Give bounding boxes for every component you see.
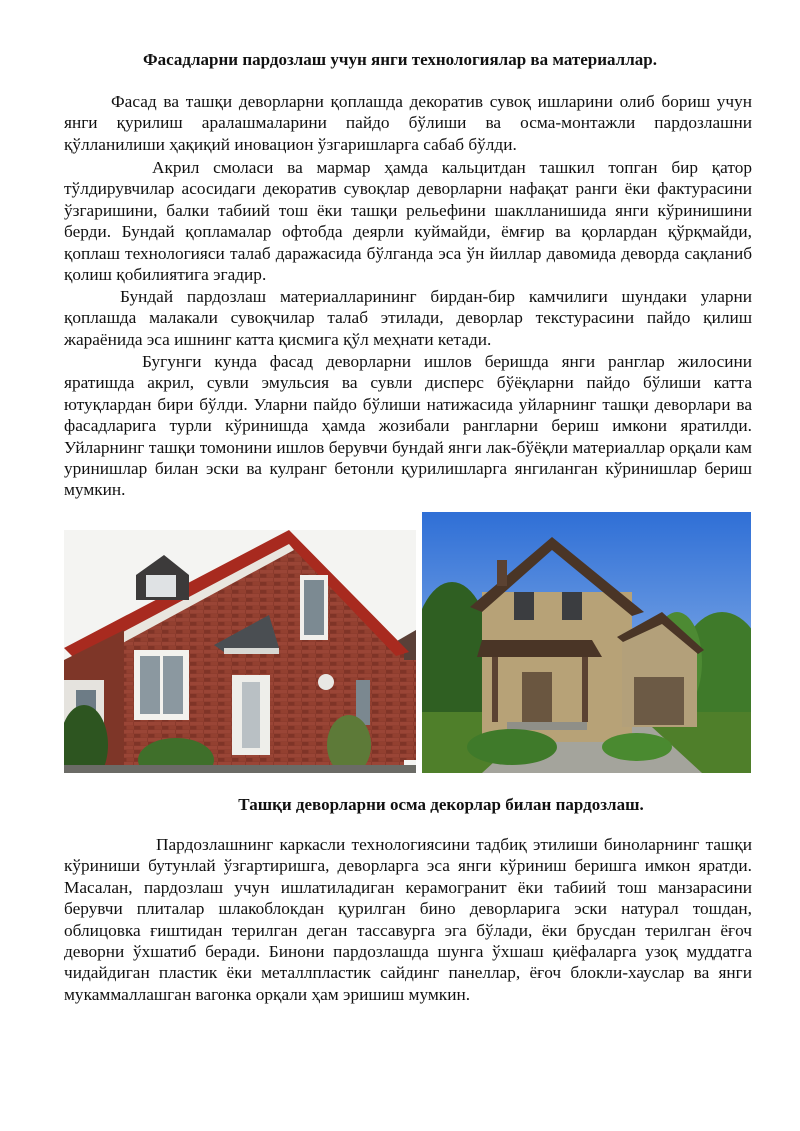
- section-subtitle: Ташқи деворларни осма декорлар билан пардозлаш.: [238, 795, 644, 814]
- page-title: Фасадларни пардозлаш учун янги технологиялар ва материаллар.: [143, 50, 657, 69]
- siding-house-photo: [422, 512, 751, 773]
- brick-house-photo: [64, 530, 416, 773]
- paragraph-3: Бундай пардозлаш материалларининг бирдан-бир камчилиги шундаки уларни қоплашда малакали сувоқчилар талаб этилади, деворлар текстурасини пайдо қилиш жараёнида эса ишнинг катта қисмига қўл меҳнати кетади.: [64, 287, 752, 349]
- paragraph-2: Акрил смоласи ва мармар ҳамда кальцитдан ташкил топган бир қатор тўлдирувчилар асосидаги декоратив сувоқлар деворларни нафақат ранги ёки фактурасини ўзгаришини, балки табиий тош ёки ташқи рельефини шаклланишида янги кўринишини берди. Бундай қопламалар офтобда деярли куймайди, ёмғир ва қорлардан қўрқмайди, қоплаш технологияси талаб даражасида бўлганда эса ўн йиллар давомида деворда сақланиб қолиш қобилиятига эгадир.: [64, 158, 752, 285]
- paragraph-1: Фасад ва ташқи деворларни қоплашда декоратив сувоқ ишларини олиб бориш учун янги қурилиш аралашмаларини пайдо бўлиши ва осма-монтажли пардозлашни қўлланилиши ҳақиқий иновацион ўзгаришларга сабаб бўлди.: [64, 92, 752, 154]
- paragraph-4: Бугунги кунда фасад деворларни ишлов беришда янги ранглар жилосини яратишда акрил, сувли эмульсия ва сувли дисперс бўёқларни пайдо бўлиши катта ютуқлардан бири бўлди. Уларни пайдо бўлиши натижасида уйларнинг ташқи деворлари ва фасадларига турли кўринишда ҳамда жозибали рангларни бериш имкони яратилди. Уйларнинг ташқи томонини ишлов берувчи бундай янги лак-бўёқли материаллар орқали кам уринишлар билан эски ва кулранг бетонли қурилишларга янгиланган кўринишлар бериш мумкин.: [64, 352, 752, 500]
- paragraph-5: Пардозлашнинг каркасли технологиясини тадбиқ этилиши биноларнинг ташқи кўриниши бутунлай ўзгартиришга, деворларга эса янги кўриниш беришга имкон яратди. Масалан, пардозлаш учун ишлатиладиган керамогранит ёки табиий тош манзарасини берувчи плиталар шлакоблокдан қурилган бино деворларига эски натурал тошдан, облицовка ғиштидан терилган деган тассавурга эга бўлади, ёки брусдан терилган ёғоч деворни ўхшатиб беради. Бинони пардозлашда шунга ўхшаш қиёфаларга узоқ муддатга чидайдиган пластик ёки металлпластик сайдинг панеллар, ёғоч блокли-хауслар ва янги мукаммаллашган вагонка орқали ҳам эришиш мумкин.: [64, 835, 752, 1004]
